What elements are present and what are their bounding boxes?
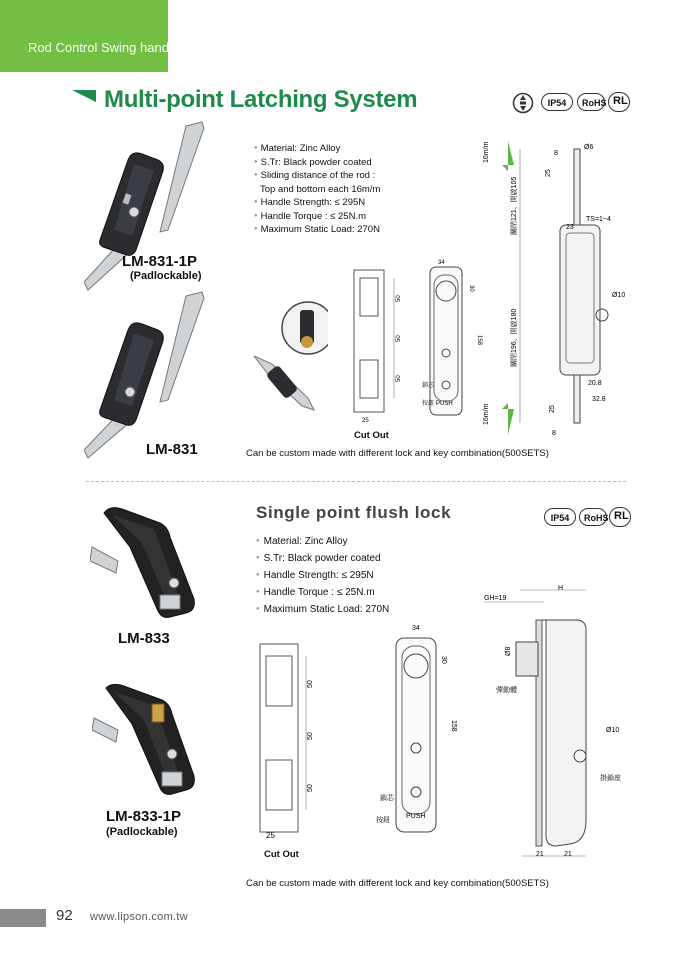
spec-item: ● Sliding distance of the rod : bbox=[254, 169, 380, 183]
dim-label: 50 bbox=[307, 784, 314, 792]
ip54-badge: IP54 bbox=[541, 93, 573, 111]
model-sub: (Padlockable) bbox=[130, 270, 202, 282]
dim-label: Ø8 bbox=[505, 646, 512, 656]
dim-label: GH=19 bbox=[484, 595, 507, 602]
dim-label: 30 bbox=[440, 656, 447, 664]
dim-label: H bbox=[558, 585, 564, 592]
push-label: PUSH bbox=[436, 401, 453, 407]
dim-label: 50 bbox=[307, 732, 314, 740]
spec-item: ● Handle Strength: ≤ 295N bbox=[254, 196, 380, 210]
dim-label: Ø6 bbox=[584, 144, 594, 151]
ipl-icon bbox=[512, 92, 534, 114]
dim-label: 158 bbox=[450, 720, 457, 732]
dim-label: 8 bbox=[554, 150, 558, 157]
spec-item: ● S.Tr: Black powder coated bbox=[256, 550, 389, 567]
spec-item: ● Handle Strength: ≤ 295N bbox=[256, 567, 389, 584]
inset-photo bbox=[248, 298, 328, 418]
rohs-badge: RoHS bbox=[577, 93, 605, 111]
section2-specs bbox=[256, 533, 389, 618]
dim-label: 21 bbox=[536, 851, 544, 858]
cutout-drawing-1 bbox=[340, 262, 410, 427]
lock-label: 鎖芯 bbox=[380, 795, 394, 802]
dim-label: 32.8 bbox=[592, 396, 606, 403]
rl-badge: RL bbox=[608, 92, 630, 112]
dim-label: 21 bbox=[564, 851, 572, 858]
custom-note: Can be custom made with different lock and key combination(500SETS) bbox=[246, 448, 549, 459]
dim-label: 50 bbox=[396, 335, 402, 342]
dim-label: 25 bbox=[545, 169, 552, 177]
dim-label: Ø10 bbox=[612, 292, 626, 299]
dim-label: 20.8 bbox=[588, 380, 602, 387]
title-triangle-icon bbox=[72, 90, 96, 102]
dim-label: Ø10 bbox=[606, 727, 620, 734]
dim-label: 34 bbox=[412, 625, 420, 632]
custom-note: Can be custom made with different lock and key combination(500SETS) bbox=[246, 878, 549, 889]
dim-label: 25 bbox=[362, 418, 369, 424]
model-name: LM-831 bbox=[146, 441, 198, 458]
dim-label: 158 bbox=[476, 335, 482, 346]
button-label: 按鈕 bbox=[422, 401, 435, 407]
lock-label: 鎖芯 bbox=[422, 383, 435, 389]
model-name: LM-831-1P bbox=[122, 253, 198, 270]
section2-title: Single point flush lock bbox=[256, 503, 452, 522]
product-image-lm833 bbox=[90, 503, 202, 621]
rl-badge: RL bbox=[609, 507, 631, 527]
vertical-label: 關閉196、開啟180 bbox=[511, 308, 518, 367]
dim-label: 50 bbox=[307, 680, 314, 688]
spec-item: ● Material: Zinc Alloy bbox=[256, 533, 389, 550]
category-tab bbox=[0, 0, 180, 72]
spec-item: ● Maximum Static Load: 270N bbox=[254, 223, 380, 237]
spec-item: ● Maximum Static Load: 270N bbox=[256, 601, 389, 618]
category-label: Rod Control Swing handle bbox=[28, 40, 180, 55]
section1-specs bbox=[254, 142, 380, 237]
side-drawing-2 bbox=[476, 580, 628, 860]
footer-bar bbox=[0, 909, 46, 927]
dim-label: 23 bbox=[566, 224, 574, 231]
push-label: PUSH bbox=[406, 813, 426, 820]
ip54-badge: IP54 bbox=[544, 508, 576, 526]
dim-label: 50 bbox=[396, 375, 402, 382]
vertical-label: 關閉121、開啟105 bbox=[511, 176, 518, 235]
dim-label: 50 bbox=[396, 295, 402, 302]
travel-label: 16m/m bbox=[483, 403, 490, 425]
spec-item: ● S.Tr: Black powder coated bbox=[254, 156, 380, 170]
cn-label: 彈動體 bbox=[496, 687, 517, 694]
cutout-label: Cut Out bbox=[354, 430, 389, 441]
dim-label: TS=1~4 bbox=[586, 216, 611, 223]
website-url: www.lipson.com.tw bbox=[90, 911, 189, 923]
spec-item: ● Handle Torque : ≤ 25N.m bbox=[256, 584, 389, 601]
cn-label: 掛鎖座 bbox=[600, 775, 621, 782]
dim-label: 25 bbox=[266, 831, 275, 840]
section1-title: Multi-point Latching System bbox=[104, 86, 418, 113]
dim-label: 25 bbox=[549, 405, 556, 413]
dim-label: 8 bbox=[552, 430, 556, 437]
model-sub: (Padlockable) bbox=[106, 826, 178, 838]
spec-item: Top and bottom each 16m/m bbox=[260, 183, 381, 195]
cutout-drawing-2 bbox=[248, 640, 322, 840]
cutout-label: Cut Out bbox=[264, 849, 299, 860]
page-number: 92 bbox=[56, 907, 73, 924]
product-image-lm831 bbox=[84, 290, 214, 460]
travel-label: 16m/m bbox=[483, 141, 490, 163]
dim-label: 34 bbox=[438, 260, 445, 266]
front-drawing-2 bbox=[372, 620, 466, 835]
model-name: LM-833 bbox=[118, 630, 170, 647]
spec-item: ● Handle Torque : ≤ 25N.m bbox=[254, 210, 380, 224]
rohs-badge: RoHS bbox=[579, 508, 607, 526]
dim-label: 30 bbox=[468, 285, 474, 292]
model-name: LM-833-1P bbox=[106, 808, 182, 825]
button-label: 按鈕 bbox=[376, 817, 390, 824]
spec-item: ● Material: Zinc Alloy bbox=[254, 142, 380, 156]
side-drawing-1 bbox=[480, 135, 630, 440]
section-divider bbox=[86, 481, 626, 482]
product-image-lm833-1p bbox=[92, 684, 204, 802]
